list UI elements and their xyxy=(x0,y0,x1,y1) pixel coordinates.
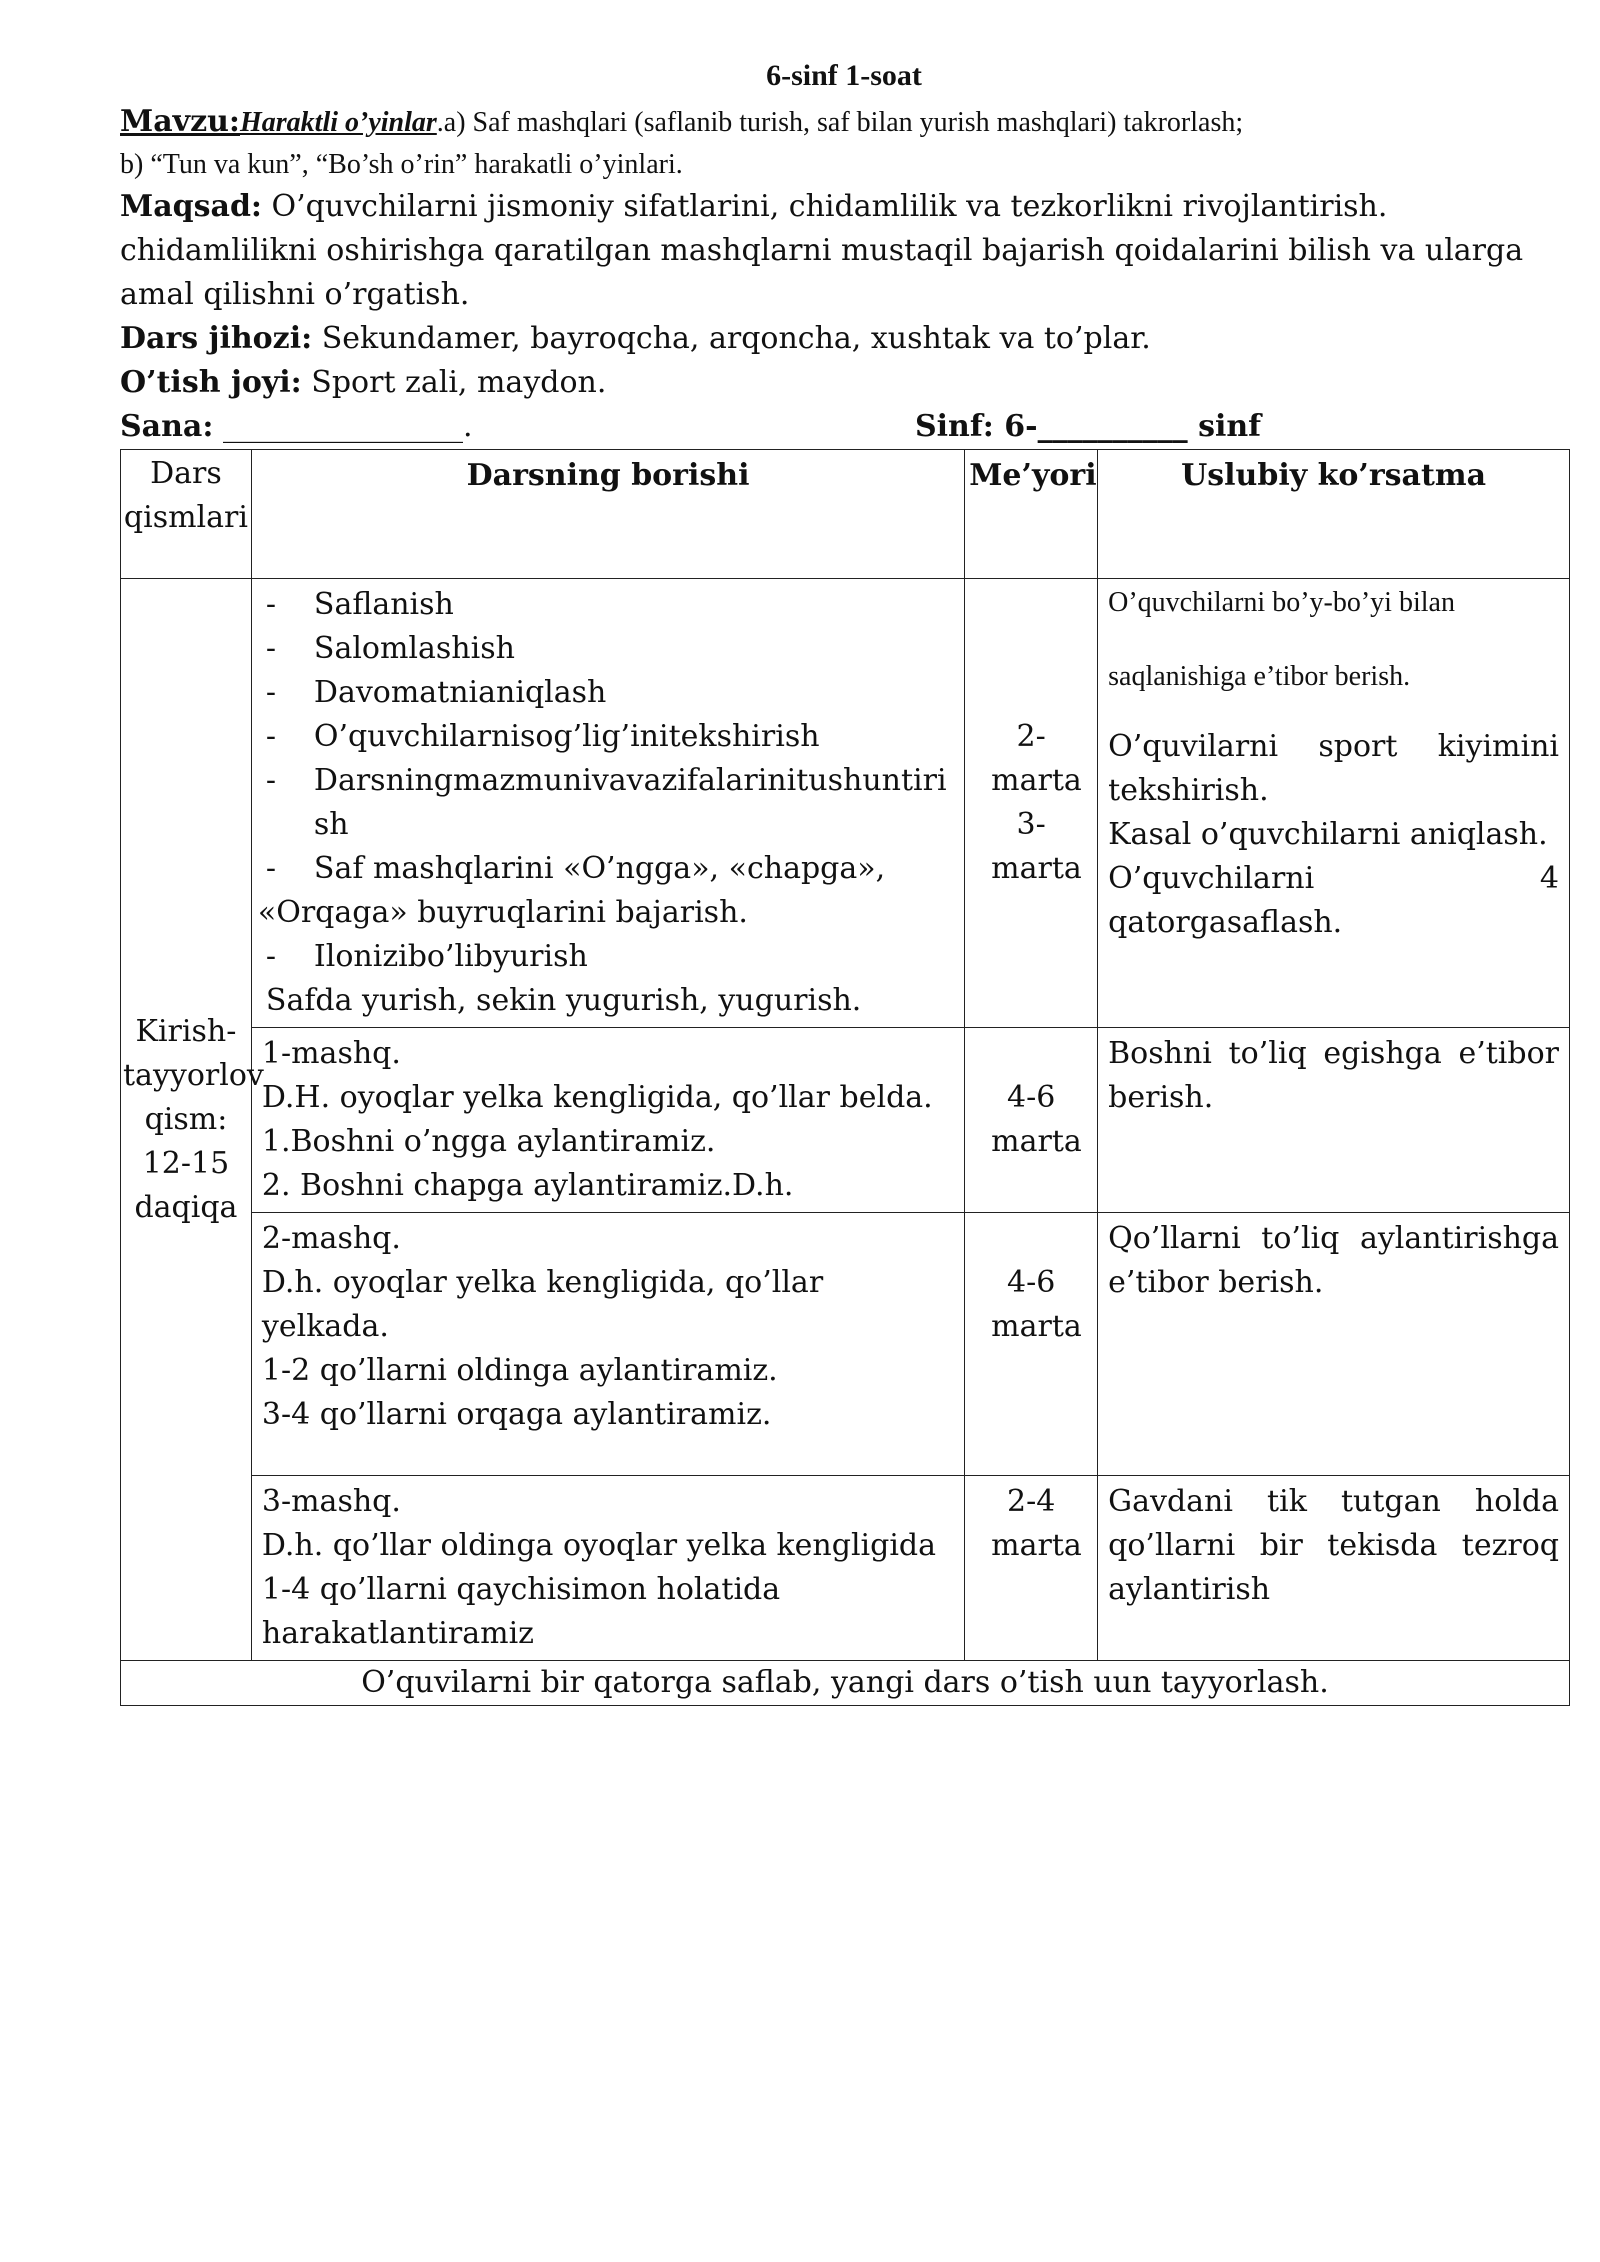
row3-content xyxy=(251,1213,964,1476)
mavzu-rest: .a) Saf mashqlari (saflanib turish, saf bilan yurish mashqlari) takrorlash; xyxy=(436,107,1244,138)
jihoz-text: Sekundamer, bayroqcha, arqoncha, xushtak va to’plar. xyxy=(312,321,1151,356)
row2-norm xyxy=(965,1028,1098,1213)
row3-line: 3-4 qo’llarni orqaga aylantiramiz. xyxy=(261,1397,772,1432)
mavzu-topic: Haraktli o’yinlar xyxy=(240,107,437,138)
row4-norm xyxy=(965,1476,1098,1661)
row2-line: 1-mashq. xyxy=(261,1036,401,1071)
row2-line: D.H. oyoqlar yelka kengligida, qo’llar belda. xyxy=(261,1080,933,1115)
jihoz-label: Dars jihozi: xyxy=(120,321,313,356)
norm-4-6-marta: 4-6 marta xyxy=(991,1080,1082,1159)
note-kasal: Kasal o’quvchilarni aniqlash. xyxy=(1108,817,1548,852)
mavzu-line2: b) “Tun va kun”, “Bo’sh o’rin” harakatli o’yinlari. xyxy=(120,149,683,180)
row3-line: 1-2 qo’llarni oldinga aylantiramiz. xyxy=(261,1353,778,1388)
norm-2-4-marta: 2-4 marta xyxy=(991,1484,1082,1563)
row1-notes xyxy=(1098,579,1570,1028)
header-dars-qismlari: Dars qismlari xyxy=(121,450,252,579)
row3-note: Qo’llarni to’liq aylantirishga e’tibor berish. xyxy=(1098,1213,1570,1476)
mavzu-line xyxy=(120,100,1568,145)
joy-label: O’tish joyi: xyxy=(120,365,302,400)
maqsad-text: O’quvchilarni jismoniy sifatlarini, chidamlilik va tezkorlikni rivojlantirish. chidamlilikni oshirishga qaratilgan mashqlarni mustaqil bajarish qoidalarini bilish va ularga amal qilishni o’rgatish. xyxy=(120,189,1524,312)
row4-note: Gavdani tik tutgan holda qo’llarni bir tekisda tezroq aylantirish xyxy=(1098,1476,1570,1661)
norm-2-marta: 2-marta xyxy=(991,719,1082,798)
row3-line: D.h. oyoqlar yelka kengligida, qo’llar yelkada. xyxy=(261,1265,824,1344)
mavzu-label: Mavzu: xyxy=(120,104,240,139)
list-item: - Saflanish xyxy=(265,587,454,622)
joy-line xyxy=(120,361,1568,405)
table-row xyxy=(121,579,1570,1028)
table-footer: O’quvilarni bir qatorga saflab, yangi dars o’tish uun tayyorlash. xyxy=(121,1661,1570,1706)
note-sport-kiyim: O’quvilarni sport kiyimini tekshirish. xyxy=(1108,729,1559,808)
list-item: - Saf mashqlarini «O’ngga», «chapga», xyxy=(265,851,886,886)
row3-norm xyxy=(965,1213,1098,1476)
row2-note: Boshni to’liq egishga e’tibor berish. xyxy=(1098,1028,1570,1213)
norm-4-6-marta: 4-6 marta xyxy=(991,1265,1082,1344)
document-title: 6-sinf 1-soat xyxy=(766,59,922,92)
table-row xyxy=(121,1476,1570,1661)
lesson-table xyxy=(120,449,1570,1706)
lesson-plan-page xyxy=(120,52,1568,1706)
row4-content xyxy=(251,1476,964,1661)
row2-line: 2. Boshni chapga aylantiramiz.D.h. xyxy=(261,1168,794,1203)
row4-line: 3-mashq. xyxy=(261,1484,401,1519)
jihoz-line xyxy=(120,317,1568,361)
maqsad-paragraph xyxy=(120,185,1568,317)
row3-line: 2-mashq. xyxy=(261,1221,401,1256)
row4-line: D.h. qo’llar oldinga oyoqlar yelka kengligida 1-4 qo’llarni qaychisimon holatida harakatlantiramiz xyxy=(261,1528,937,1651)
list-item: - O’quvchilarnisog’lig’initekshirish xyxy=(265,719,820,754)
row1-norm xyxy=(965,579,1098,1028)
row1-final-line: Safda yurish, sekin yugurish, yugurish. xyxy=(265,983,862,1018)
sana-blank: ________________. xyxy=(213,409,473,444)
sana-row xyxy=(120,405,1568,449)
list-item: - Davomatnianiqlash xyxy=(265,675,607,710)
row1-content xyxy=(251,579,964,1028)
part-label-cell: Kirish-tayyorlov qism: 12-15 daqiqa xyxy=(121,579,252,1661)
list-item: - Darsningmazmunivavazifalarinitushuntirish xyxy=(265,763,947,842)
note-small-2: saqlanishiga e’tibor berish. xyxy=(1108,661,1411,692)
orqaga-line: «Orqaga» buyruqlarini bajarish. xyxy=(257,895,748,930)
table-header-row xyxy=(121,450,1570,579)
header-meyori: Me’yori xyxy=(965,450,1098,579)
header-uslubiy: Uslubiy ko’rsatma xyxy=(1098,450,1570,579)
table-footer-row xyxy=(121,1661,1570,1706)
header-darsning-borishi: Darsning borishi xyxy=(251,450,964,579)
joy-text: Sport zali, maydon. xyxy=(301,365,607,400)
norm-3-marta: 3-marta xyxy=(991,807,1082,886)
list-item: - Ilonizibo’libyurish xyxy=(265,939,588,974)
maqsad-label: Maqsad: xyxy=(120,189,263,224)
sinf-field: Sinf: 6-__________ sinf xyxy=(915,409,1262,444)
list-item: - Salomlashish xyxy=(265,631,515,666)
table-row xyxy=(121,1028,1570,1213)
note-saflash: O’quvchilarni 4 qatorgasaflash. xyxy=(1108,861,1559,940)
sana-field xyxy=(120,405,473,449)
row2-content xyxy=(251,1028,964,1213)
row2-line: 1.Boshni o’ngga aylantiramiz. xyxy=(261,1124,716,1159)
sana-label: Sana: xyxy=(120,409,214,444)
note-small-1: O’quvchilarni bo’y-bo’yi bilan xyxy=(1108,587,1455,618)
table-row xyxy=(121,1213,1570,1476)
